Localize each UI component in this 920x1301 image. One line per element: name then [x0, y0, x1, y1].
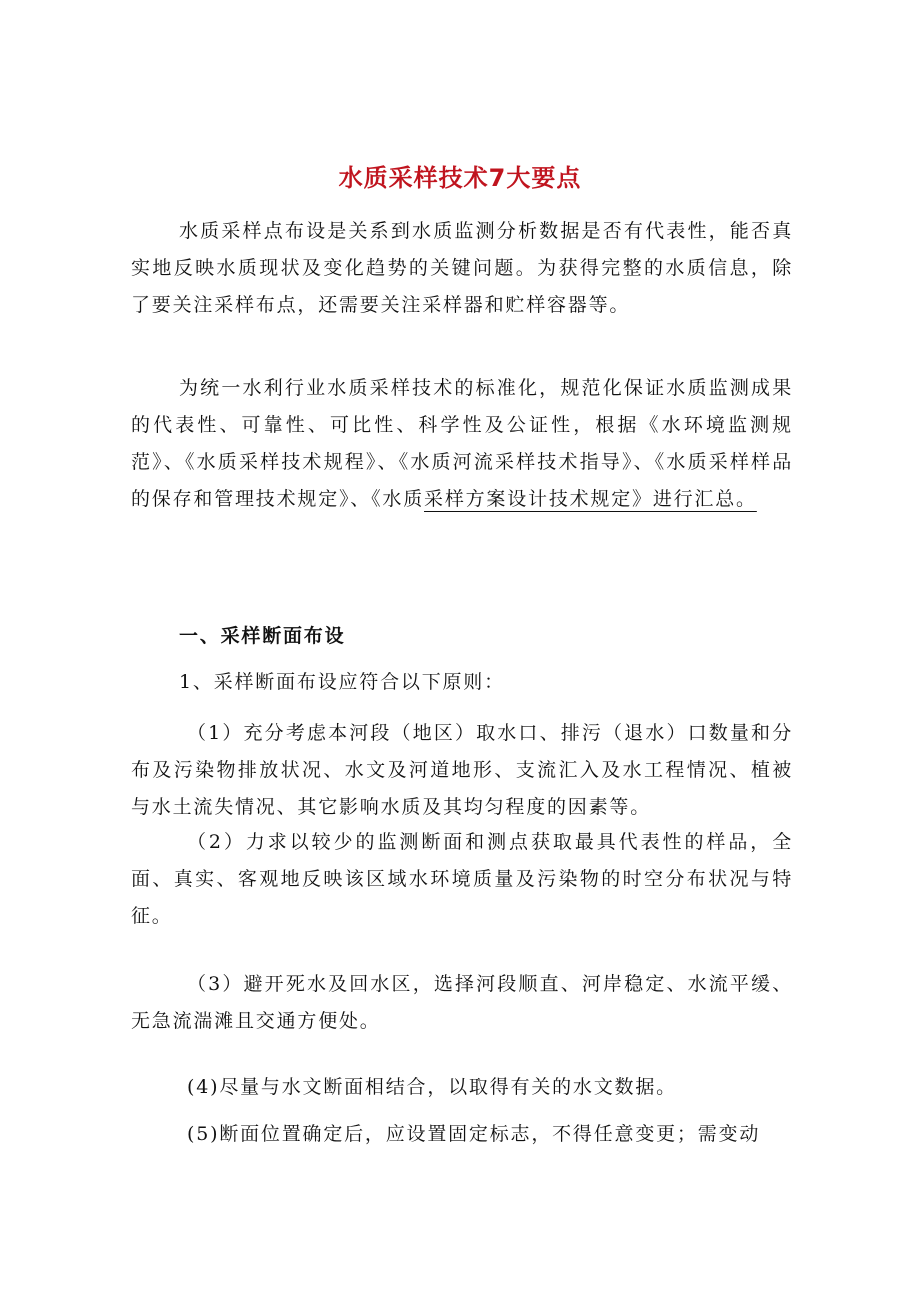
intro-paragraph: 水质采样点布设是关系到水质监测分析数据是否有代表性，能否真实地反映水质现状及变化趋势的关键问题。为获得完整的水质信息，除了要关注采样布点，还需要关注采样器和贮样容器等。 [131, 220, 793, 316]
section-heading: 一、采样断面布设 [179, 625, 346, 647]
principle-item-3: （3）避开死水及回水区，选择河段顺直、河岸稳定、水流平缓、无急流湍滩且交通方便处。 [131, 973, 793, 1032]
principle-item-2: （2）力求以较少的监测断面和测点获取最具代表性的样品，全面、真实、客观地反映该区域水环境质量及污染物的时空分布状况与特征。 [131, 831, 793, 927]
purpose-underlined-text: 采样方案设计技术规定》进行汇总。 [424, 488, 757, 510]
principle-item-5: (5)断面位置确定后，应设置固定标志，不得任意变更；需变动 [187, 1123, 761, 1145]
principle-item-4: (4)尽量与水文断面相结合，以取得有关的水文数据。 [187, 1076, 677, 1098]
purpose-paragraph [131, 370, 793, 518]
purpose-text: 为统一水利行业水质采样技术的标准化，规范化保证水质监测成果的代表性、可靠性、可比性、科学性及公证性，根据《水环境监测规范》、《水质采样技术规程》、《水质河流采样技术指导》、《水质采样样品的保存和管理技术规定》、《水质 [131, 377, 793, 510]
principle-item-1: （1）充分考虑本河段（地区）取水口、排污（退水）口数量和分布及污染物排放状况、水文及河道地形、支流汇入及水工程情况、植被与水土流失情况、其它影响水质及其均匀程度的因素等。 [131, 722, 793, 818]
rule-intro: 1、采样断面布设应符合以下原则： [179, 671, 505, 693]
document-title: 水质采样技术7大要点 [338, 164, 582, 192]
